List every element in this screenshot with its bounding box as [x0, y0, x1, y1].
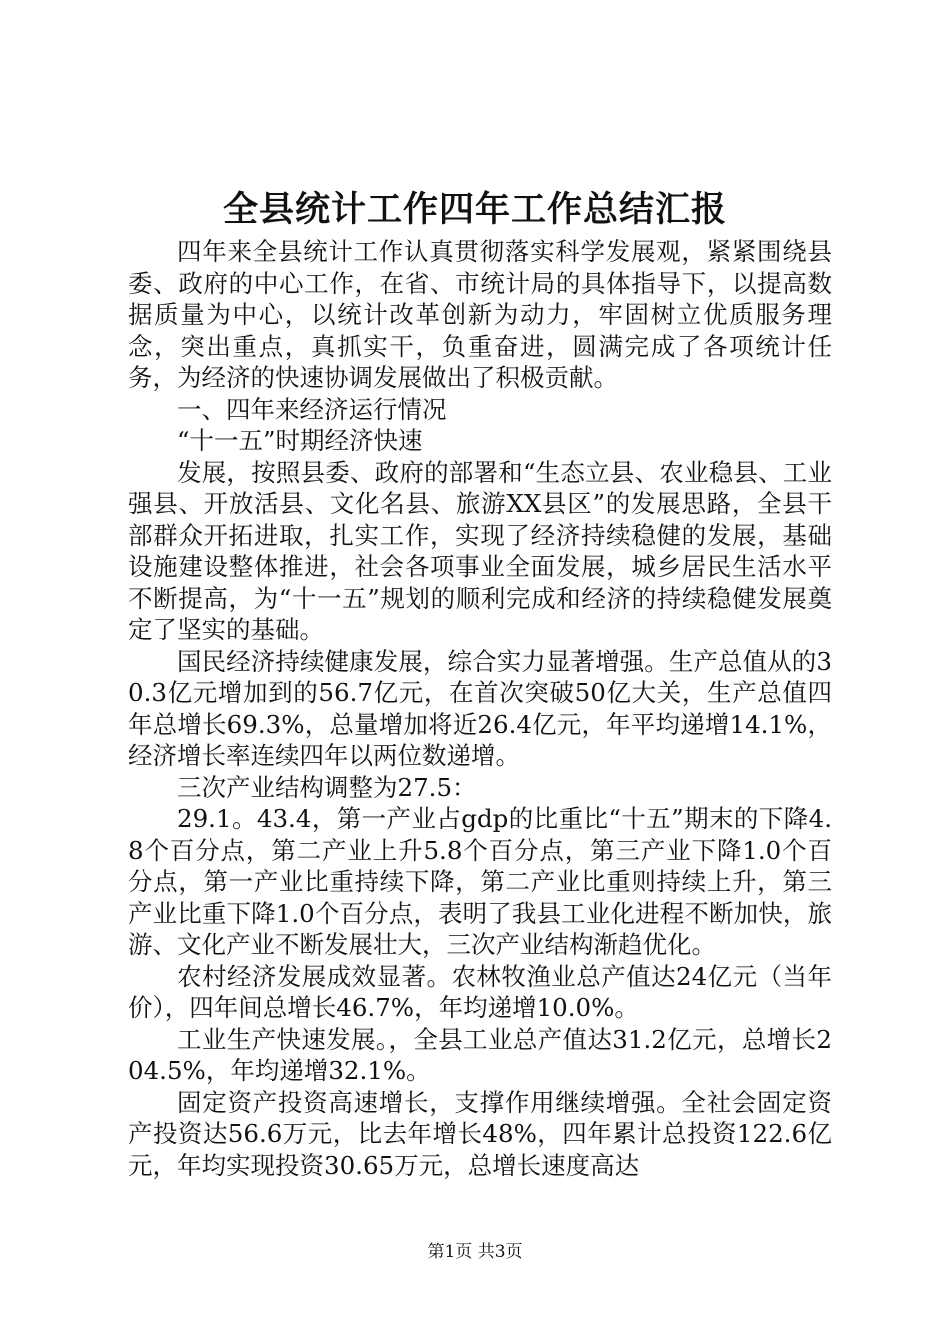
document-title: 全县统计工作四年工作总结汇报 — [222, 190, 727, 230]
paragraph-structure: 29.1。43.4，第一产业占gdp的比重比“十五”期末的下降4.8个百分点，第二产业上升5.8个百分点，第三产业下降1.0个百分点，第一产业比重持续下降，第二产业比重则持续上升，第三产业比重下降1.0个百分点，表明了我县工业化进程不断加快，旅游、文化产业不断发展壮大，三次产业结构渐趋优化。 — [128, 804, 832, 959]
paragraph-economy: 国民经济持续健康发展，综合实力显著增强。生产总值从的30.3亿元增加到的56.7亿元，在首次突破50亿大关，生产总值四年总增长69.3%，总量增加将近26.4亿元，年平均递增14.1%，经济增长率连续四年以两位数递增。 — [128, 646, 832, 770]
section-heading: 一、四年来经济运行情况 — [177, 394, 447, 424]
paragraph-development: 发展，按照县委、政府的部署和“生态立县、农业稳县、工业强县、开放活县、文化名县、旅游XX县区”的发展思路，全县干部群众开拓进取，扎实工作，实现了经济持续稳健的发展，基础设施建设整体推进，社会各项事业全面发展，城乡居民生活水平不断提高，为“十一五”规划的顺利完成和经济的持续稳健发展奠定了坚实的基础。 — [128, 457, 832, 644]
document-body — [128, 236, 832, 1181]
paragraph-investment: 固定资产投资高速增长，支撑作用继续增强。全社会固定资产投资达56.6万元，比去年增长48%，四年累计总投资122.6亿元，年均实现投资30.65万元，总增长速度高达 — [128, 1087, 832, 1180]
paragraph-industry: 工业生产快速发展。，全县工业总产值达31.2亿元，总增长204.5%，年均递增32.1%。 — [128, 1024, 832, 1085]
page-footer: 第1页 共3页 — [427, 1242, 523, 1262]
paragraph-lead: “十一五”时期经济快速 — [177, 426, 423, 455]
paragraph-intro: 四年来全县统计工作认真贯彻落实科学发展观，紧紧围绕县委、政府的中心工作，在省、市统计局的具体指导下，以提高数据质量为中心，以统计改革创新为动力，牢固树立优质服务理念，突出重点，真抓实干，负重奋进，圆满完成了各项统计任务，为经济的快速协调发展做出了积极贡献。 — [128, 237, 832, 392]
paragraph-structure-lead: 三次产业结构调整为27.5： — [177, 772, 477, 802]
paragraph-rural: 农村经济发展成效显著。农林牧渔业总产值达24亿元（当年价），四年间总增长46.7%，年均递增10.0%。 — [128, 961, 832, 1022]
